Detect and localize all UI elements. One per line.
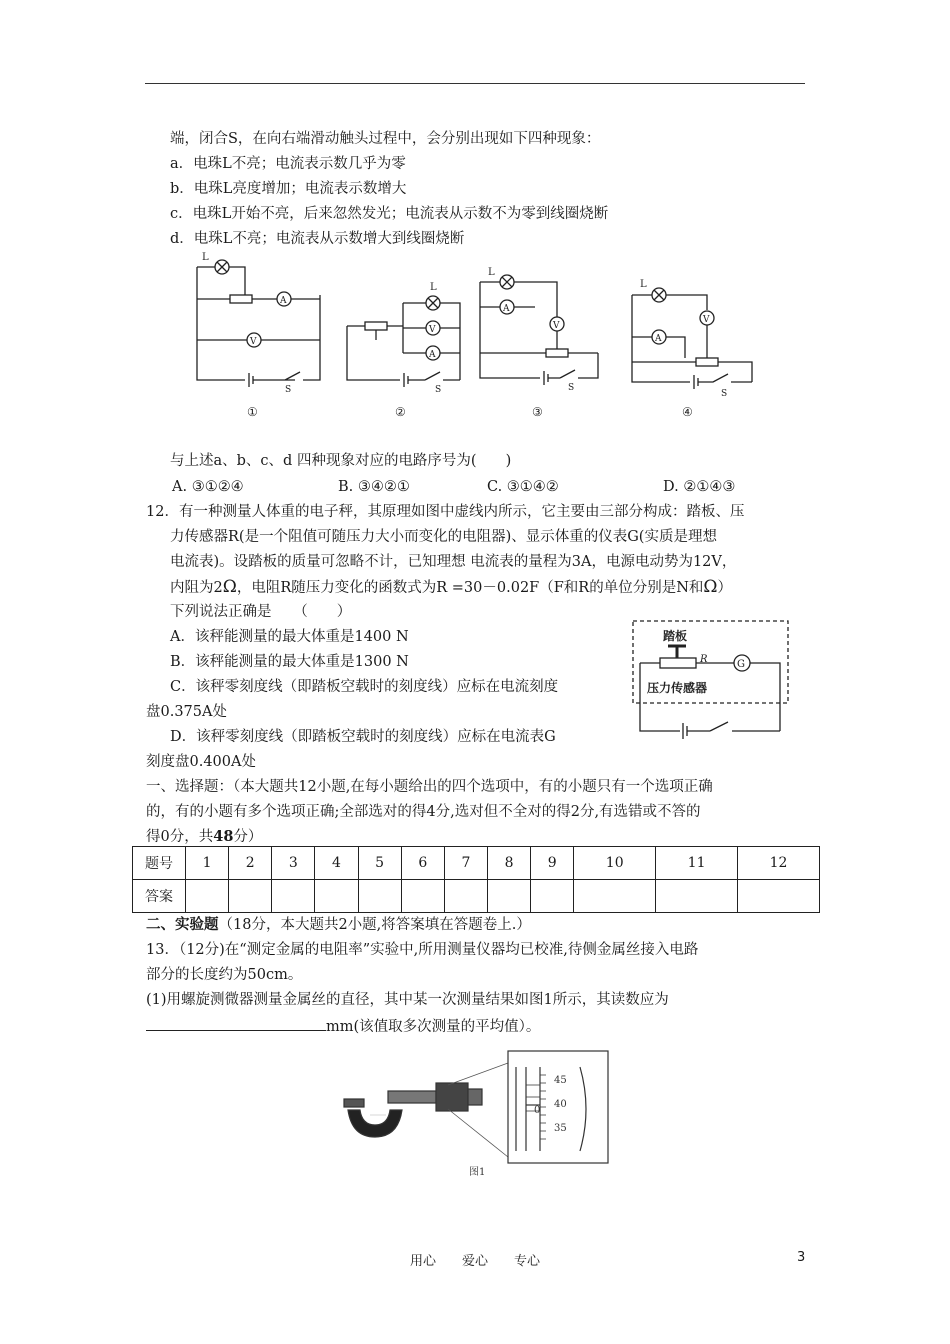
svg-text:V: V [553,321,560,331]
q12-line-3: 电流表)。设踏板的质量可忽略不计，已知理想 电流表的量程为3A，电源电动势为12V， [170,554,737,570]
q13-line-2: 部分的长度约为50cm。 [146,967,303,983]
q13-line-4: mm(该值取多次测量的平均值）。 [146,1016,540,1036]
circuit-4-label: ④ [682,405,693,419]
answer-cell[interactable] [229,880,272,913]
q12-option-d-2: 刻度盘0.400A处 [146,754,256,770]
circuit-diagrams [185,250,775,425]
q12-option-c-1: C．该秤零刻度线（即踏板空载时的刻度线）应标在电流刻度 [170,679,559,695]
svg-text:S: S [285,385,292,395]
galvanometer-label: G [737,659,745,670]
q11-intro: 端，闭合S，在向右端滑动触头过程中，会分别出现如下四种现象： [170,131,601,147]
page-number: 3 [797,1250,806,1265]
sleeve-zero: 0 [534,1105,541,1116]
section1-line-1: 一、选择题：（本大题共12小题,在每小题给出的四个选项中，有的小题只有一个选项正确 [146,779,713,795]
answer-cell[interactable] [272,880,315,913]
header-rule [145,83,805,84]
q11-option-b: B. ③④②① [338,479,410,495]
tick-40: 40 [554,1099,567,1110]
row-head-answer: 答案 [133,880,186,913]
circuit-1-label: ① [247,405,258,419]
q11-option-a: A. ③①②④ [172,479,244,495]
q-num: 6 [401,847,444,880]
section1-line-3: 得0分，共48分） [146,828,263,845]
q12-option-a: A．该秤能测量的最大体重是1400 N [170,629,409,645]
tick-35: 35 [554,1123,567,1134]
micrometer-illustration [344,1083,482,1137]
section2-heading: 二、实验题（18分，本大题共2小题,将答案填在答题卷上.） [146,916,531,933]
q-num: 1 [186,847,229,880]
answer-blank[interactable] [146,1016,326,1031]
q13-line-3: (1)用螺旋测微器测量金属丝的直径，其中某一次测量结果如图1所示，其读数应为 [146,992,669,1008]
figure-caption: 图1 [469,1167,486,1178]
answer-cell[interactable] [315,880,358,913]
svg-text:R: R [700,654,708,665]
phenomenon-a: a．电珠L不亮；电流表示数几乎为零 [170,156,406,172]
svg-text:S: S [568,383,575,393]
board-label: 踏板 [663,629,688,643]
q12-line-1: 12．有一种测量人体重的电子秤，其原理如图中虚线内所示，它主要由三部分构成：踏板、压 [146,504,745,520]
electronic-scale-diagram [630,618,792,746]
tick-45: 45 [554,1075,567,1086]
q-num: 7 [444,847,487,880]
answer-cell[interactable] [574,880,656,913]
answer-cell[interactable] [358,880,401,913]
q12-line-2: 力传感器R(是一个阻值可随压力大小而变化的电阻器)、显示体重的仪表G(实质是理想 [170,529,717,545]
q13-line-1: 13．（12分)在“测定金属的电阻率”实验中,所用测量仪器均已校准,待侧金属丝接入电路 [146,942,699,958]
q12-option-c-2: 盘0.375A处 [146,704,227,720]
answer-cell[interactable] [444,880,487,913]
q11-stem: 与上述a、b、c、d 四种现象对应的电路序号为( ) [170,453,512,469]
circuit-4 [632,279,752,419]
q-num: 3 [272,847,315,880]
q11-option-c: C. ③①④② [487,479,559,495]
q-num: 9 [531,847,574,880]
phenomenon-b: b．电珠L亮度增加；电流表示数增大 [170,181,407,197]
svg-text:S: S [435,385,442,395]
svg-text:A: A [429,350,436,360]
q-num: 12 [738,847,820,880]
q-num: 2 [229,847,272,880]
answer-cell[interactable] [656,880,738,913]
q12-line-4: 内阻为2Ω，电阻R随压力变化的函数式为R =30－0.02F（F和R的单位分别是N和Ω） [170,577,733,597]
sensor-label: 压力传感器 [647,681,708,695]
q12-option-d-1: D．该秤零刻度线（即踏板空载时的刻度线）应标在电流表G [170,729,556,745]
q-num: 4 [315,847,358,880]
lamp-label: L [202,252,209,263]
q11-option-d: D. ②①④③ [663,479,736,495]
svg-text:L: L [430,282,437,293]
circuit-2-label: ② [395,405,406,419]
q12-line-5: 下列说法正确是 （ ） [170,604,352,620]
q12-option-b: B．该秤能测量的最大体重是1300 N [170,654,409,670]
svg-text:V: V [703,315,710,325]
table-row [133,847,820,880]
answer-cell[interactable] [487,880,530,913]
svg-text:A: A [655,334,662,344]
ohm-symbol: Ω [222,577,237,597]
q-num: 11 [656,847,738,880]
svg-text:L: L [640,279,647,290]
micrometer-figure [330,1045,620,1180]
answer-cell[interactable] [401,880,444,913]
svg-text:S: S [721,389,728,399]
answer-cell[interactable] [738,880,820,913]
q-num: 8 [487,847,530,880]
answer-cell[interactable] [186,880,229,913]
answer-table [132,846,820,913]
svg-text:A: A [280,296,287,306]
row-head-number: 题号 [133,847,186,880]
circuit-3-label: ③ [532,405,543,419]
q-num: 5 [358,847,401,880]
svg-text:V: V [429,325,436,335]
circuit-2 [347,282,460,419]
table-row [133,880,820,913]
svg-text:L: L [488,267,495,278]
page-footer: 用心 爱心 专心 [409,1254,540,1269]
section1-line-2: 的，有的小题有多个选项正确;全部选对的得4分,选对但不全对的得2分,有选错或不答的 [146,804,701,820]
q-num: 10 [574,847,656,880]
svg-text:V: V [250,337,257,347]
answer-cell[interactable] [531,880,574,913]
svg-text:A: A [503,304,510,314]
circuit-1 [197,252,320,419]
phenomenon-c: c．电珠L开始不亮，后来忽然发光；电流表从示数不为零到线圈烧断 [170,206,609,222]
phenomenon-d: d．电珠L不亮；电流表从示数增大到线圈烧断 [170,231,465,247]
circuit-3 [480,267,598,419]
